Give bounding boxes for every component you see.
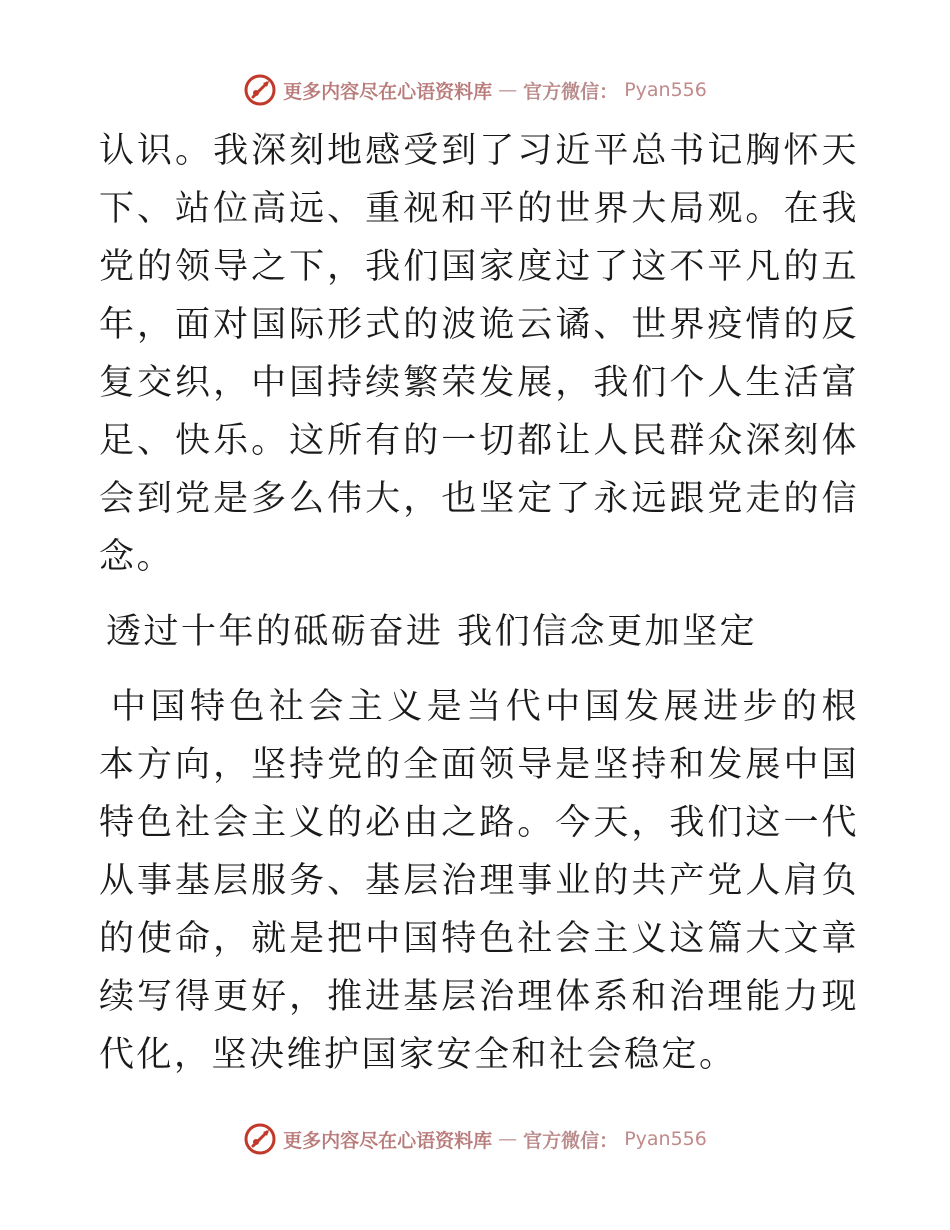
header-banner — [243, 73, 707, 107]
footer-separator: — — [498, 1128, 518, 1150]
header-wechat-label: 官方微信： — [523, 80, 619, 103]
footer-wechat-label: 官方微信： — [523, 1129, 619, 1152]
footer-banner — [243, 1122, 707, 1156]
footer-site-text: 更多内容尽在心语资料库 — [283, 1129, 493, 1152]
page-header — [0, 70, 950, 110]
header-separator: — — [498, 79, 518, 101]
logo-icon — [243, 73, 277, 107]
page-footer — [0, 1119, 950, 1159]
document-body — [99, 122, 859, 1084]
footer-wechat-handle: Pyan556 — [624, 1128, 707, 1150]
header-wechat-handle: Pyan556 — [624, 79, 707, 101]
header-site-text: 更多内容尽在心语资料库 — [283, 80, 493, 103]
logo-icon — [243, 1122, 277, 1156]
paragraph-continued: 认识。我深刻地感受到了习近平总书记胸怀天下、站位高远、重视和平的世界大局观。在我党的领导之下，我们国家度过了这不平凡的五年，面对国际形式的波诡云谲、世界疫情的反复交织，中国持续繁荣发展，我们个人生活富足、快乐。这所有的一切都让人民群众深刻体会到党是多么伟大，也坚定了永远跟党走的信念。 — [99, 131, 859, 577]
section-heading: 透过十年的砥砺奋进 我们信念更加坚定 — [106, 612, 758, 652]
paragraph: 中国特色社会主义是当代中国发展进步的根本方向，坚持党的全面领导是坚持和发展中国特色社会主义的必由之路。今天，我们这一代从事基层服务、基层治理事业的共产党人肩负的使命，就是把中国特色社会主义这篇大文章续写得更好，推进基层治理体系和治理能力现代化，坚决维护国家安全和社会稳定。 — [99, 687, 859, 1075]
